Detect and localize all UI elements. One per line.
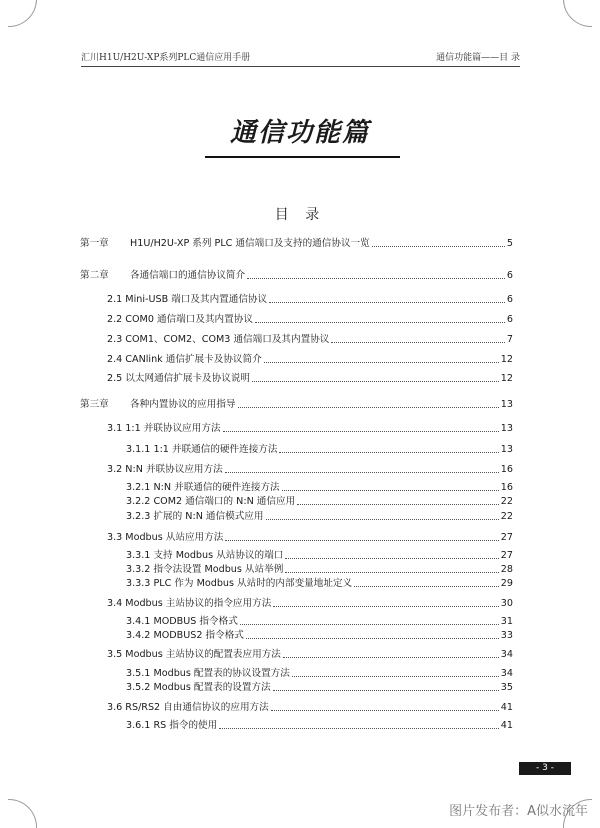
toc-entry-label: [107, 422, 221, 435]
toc-entry: [107, 353, 513, 366]
running-header: [81, 48, 520, 64]
toc-entry-text: 3.6.1 RS 指令的使用: [126, 720, 218, 731]
toc-entry: [107, 372, 513, 385]
toc-entry-label: [126, 481, 280, 494]
toc-entry-text: 3.4 Modbus 主站协议的指令应用方法: [107, 598, 272, 609]
toc-page-number: 22: [500, 511, 513, 522]
toc-page-number: 31: [500, 616, 513, 627]
toc-page-number: 30: [500, 598, 513, 609]
toc-dot-leader: [240, 624, 499, 625]
toc-entry: [126, 563, 513, 576]
toc-dot-leader: [247, 278, 505, 279]
toc-dot-leader: [223, 431, 499, 432]
crop-mark-top-right: [563, 0, 592, 27]
toc-entry-label: [107, 531, 223, 544]
toc-dot-leader: [246, 638, 499, 639]
toc-entry-label: [126, 667, 290, 680]
toc-page-number: 16: [500, 482, 513, 493]
toc-entry: [126, 719, 513, 732]
toc-dot-leader: [225, 472, 499, 473]
toc-entry-text: 各种内置协议的应用指导: [130, 399, 236, 410]
toc-page-number: 5: [506, 238, 513, 249]
toc-page-number: 16: [500, 464, 513, 475]
toc-entry-label: [80, 398, 236, 411]
toc-dot-leader: [354, 586, 499, 587]
toc-entry-text: 3.2.2 COM2 通信端口的 N:N 通信应用: [126, 496, 296, 507]
toc-entry-label: [126, 563, 283, 576]
toc-entry-label: [126, 510, 264, 523]
toc-entry-text: 3.3 Modbus 从站应用方法: [107, 532, 224, 543]
toc-entry-label: [80, 269, 245, 282]
toc-heading: 目 录: [274, 207, 326, 223]
toc-page-number: 34: [500, 649, 513, 660]
toc-entry: [126, 681, 513, 694]
toc-entry-text: 3.3.3 PLC 作为 Modbus 从站时的内部变量地址定义: [126, 578, 353, 589]
toc-page-number: 12: [500, 373, 513, 384]
toc-page-number: 6: [506, 294, 513, 305]
toc-entry-text: 3.4.1 MODBUS 指令格式: [126, 616, 238, 627]
page-number-badge: - 3 -: [519, 762, 571, 775]
toc-entry: [126, 510, 513, 523]
toc-entry-label: [107, 333, 329, 346]
toc-entry: [107, 293, 513, 306]
toc-dot-leader: [285, 558, 498, 559]
toc-chapter-entry: [80, 237, 513, 250]
toc-dot-leader: [372, 246, 505, 247]
toc-entry-text: 2.1 Mini-USB 端口及其内置通信协议: [107, 294, 268, 305]
toc-entry-label: [107, 293, 267, 306]
toc-page-number: 6: [506, 314, 513, 325]
toc-dot-leader: [279, 452, 498, 453]
toc-page-number: 34: [500, 668, 513, 679]
toc-entry-text: 3.1 1:1 并联协议应用方法: [107, 423, 221, 434]
toc-chapter-entry: [80, 269, 513, 282]
toc-entry: [107, 531, 513, 544]
toc-page-number: 29: [500, 578, 513, 589]
toc-entry-text: 各通信端口的通信协议简介: [130, 270, 246, 281]
toc-entry-text: 3.5.1 Modbus 配置表的协议设置方法: [126, 668, 290, 679]
toc-entry-text: 3.6 RS/RS2 自由通信协议的应用方法: [107, 702, 269, 713]
title-underline: [205, 156, 400, 158]
toc-entry: [126, 481, 513, 494]
crop-mark-top-left: [8, 0, 37, 27]
toc-dot-leader: [255, 322, 505, 323]
toc-dot-leader: [264, 362, 499, 363]
toc-entry-text: 2.4 CANlink 通信扩展卡及协议简介: [107, 354, 262, 365]
toc-entry: [107, 463, 513, 476]
toc-entry-text: 3.4.2 MODBUS2 指令格式: [126, 630, 244, 641]
toc-entry: [126, 443, 513, 456]
toc-entry: [126, 549, 513, 562]
toc-entry-text: 3.2.1 N:N 并联通信的硬件连接方法: [126, 482, 280, 493]
toc-entry: [126, 577, 513, 590]
toc-dot-leader: [282, 490, 499, 491]
toc-entry-label: [126, 549, 283, 562]
toc-entry: [107, 597, 513, 610]
toc-dot-leader: [271, 710, 499, 711]
image-watermark: 图片发布者：A似水流年: [449, 804, 588, 819]
toc-page-number: 13: [500, 423, 513, 434]
toc-dot-leader: [331, 342, 505, 343]
toc-entry-label: [126, 495, 295, 508]
toc-dot-leader: [297, 504, 499, 505]
toc-chapter-number: 第一章: [80, 238, 109, 249]
toc-dot-leader: [219, 728, 499, 729]
toc-entry-label: [126, 577, 352, 590]
toc-dot-leader: [252, 381, 499, 382]
toc-page-number: 6: [506, 270, 513, 281]
toc-entry: [126, 495, 513, 508]
toc-entry-text: 2.5 以太网通信扩展卡及协议说明: [107, 373, 251, 384]
toc-dot-leader: [225, 540, 498, 541]
toc-page-number: 27: [500, 532, 513, 543]
toc-page-number: 27: [500, 550, 513, 561]
toc-page-number: 7: [506, 334, 513, 345]
toc-entry-label: [80, 237, 370, 250]
toc-entry-label: [107, 353, 262, 366]
toc-entry-label: [126, 443, 277, 456]
toc-dot-leader: [266, 519, 499, 520]
toc-entry-label: [107, 701, 269, 714]
toc-entry: [126, 629, 513, 642]
toc-entry-label: [126, 681, 271, 694]
toc-entry: [107, 333, 513, 346]
toc-dot-leader: [285, 572, 498, 573]
toc-dot-leader: [292, 676, 499, 677]
header-manual-title: 汇川H1U/H2U-XP系列PLC通信应用手册: [81, 53, 251, 63]
toc-chapter-entry: [80, 398, 513, 411]
toc-page-number: 33: [500, 630, 513, 641]
toc-page-number: 41: [500, 702, 513, 713]
toc-entry-label: [107, 597, 271, 610]
toc-chapter-number: 第三章: [80, 399, 109, 410]
crop-mark-bottom-left: [8, 799, 37, 828]
toc-page-number: 12: [500, 354, 513, 365]
toc-entry-label: [107, 463, 223, 476]
toc-entry-label: [126, 629, 244, 642]
toc-entry-text: 3.3.2 指令法设置 Modbus 从站举例: [126, 564, 284, 575]
toc-page-number: 22: [500, 496, 513, 507]
toc-entry-text: 3.5 Modbus 主站协议的配置表应用方法: [107, 649, 281, 660]
toc-entry-label: [107, 372, 250, 385]
toc-entry-label: [107, 313, 253, 326]
toc-entry-label: [126, 719, 217, 732]
toc-dot-leader: [283, 657, 499, 658]
toc-dot-leader: [273, 690, 499, 691]
toc-entry-text: 2.2 COM0 通信端口及其内置协议: [107, 314, 253, 325]
toc-entry: [107, 313, 513, 326]
toc-dot-leader: [238, 407, 499, 408]
toc-entry-text: 2.3 COM1、COM2、COM3 通信端口及其内置协议: [107, 334, 330, 345]
toc-entry-label: [126, 615, 238, 628]
toc-entry: [126, 615, 513, 628]
toc-page-number: 35: [500, 682, 513, 693]
toc-dot-leader: [269, 302, 505, 303]
toc-dot-leader: [273, 606, 498, 607]
section-title: 通信功能篇: [229, 118, 370, 148]
toc-entry: [126, 667, 513, 680]
toc-entry-text: 3.2.3 扩展的 N:N 通信模式应用: [126, 511, 264, 522]
toc-entry-text: 3.2 N:N 并联协议应用方法: [107, 464, 223, 475]
toc-entry: [107, 701, 513, 714]
toc-entry-text: 3.1.1 1:1 并联通信的硬件连接方法: [126, 444, 278, 455]
toc-page-number: 41: [500, 720, 513, 731]
toc-entry-text: 3.3.1 支持 Modbus 从站协议的端口: [126, 550, 284, 561]
toc-entry-text: 3.5.2 Modbus 配置表的设置方法: [126, 682, 271, 693]
header-rule: [81, 66, 520, 67]
toc-entry-label: [107, 648, 281, 661]
toc-entry-text: H1U/H2U-XP 系列 PLC 通信端口及支持的通信协议一览: [130, 238, 370, 249]
toc-page-number: 13: [500, 399, 513, 410]
header-section-name: 通信功能篇——目 录: [436, 53, 520, 63]
toc-page-number: 13: [500, 444, 513, 455]
toc-entry: [107, 648, 513, 661]
toc-page-number: 28: [500, 564, 513, 575]
toc-entry: [107, 422, 513, 435]
toc-chapter-number: 第二章: [80, 270, 109, 281]
